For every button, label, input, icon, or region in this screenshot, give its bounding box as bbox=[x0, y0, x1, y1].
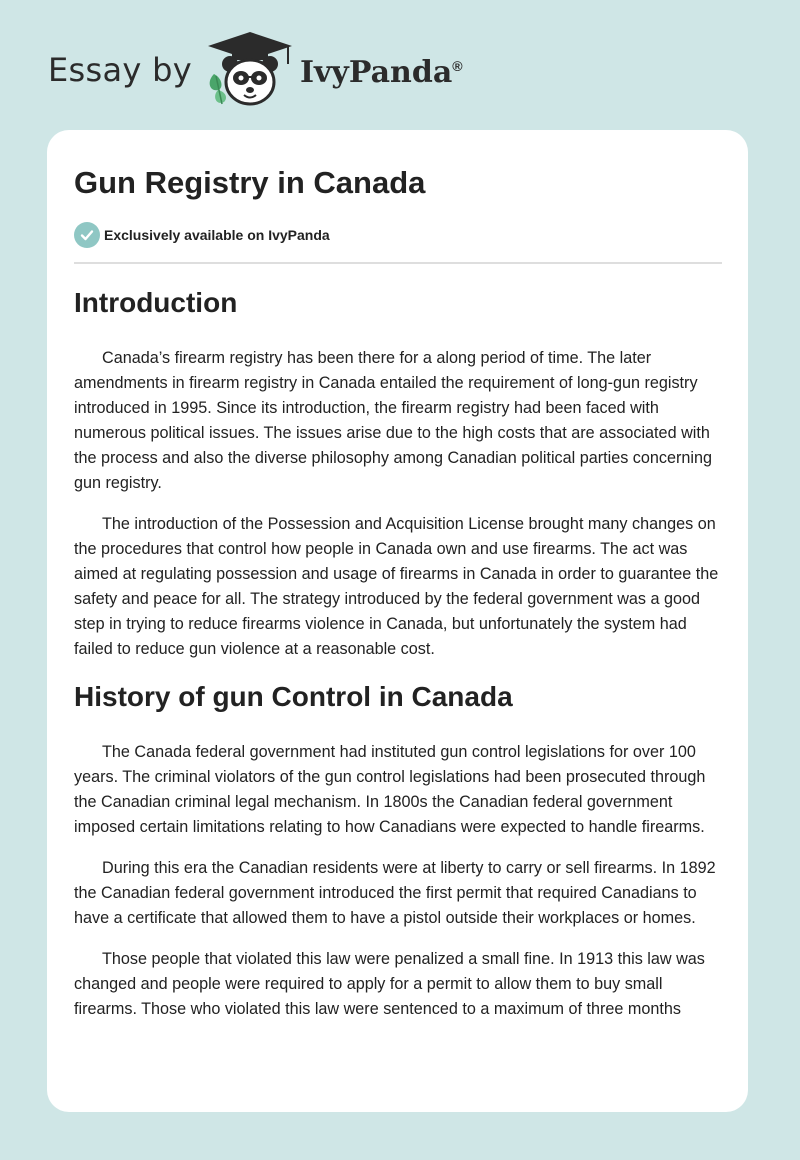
divider bbox=[74, 262, 722, 264]
registered-mark: ® bbox=[452, 57, 463, 74]
badge-label: Exclusively available on IvyPanda bbox=[104, 227, 330, 243]
section-heading-introduction: Introduction bbox=[74, 287, 238, 318]
paragraph: The introduction of the Possession and Acquisition License brought many changes on the procedures that control how people in Canada own and use firearms. The act was aimed at regulating possession and usage of firearms in Canada in order to guarantee the safety and peace for all. The strategy introduced by the federal government was a good step in trying to reduce firearms violence in Canada, but unfortunately the system had failed to reduce gun violence at a reasonable cost. bbox=[74, 515, 719, 658]
brand-text: IvyPanda bbox=[299, 54, 453, 90]
essay-by-label: Essay by bbox=[48, 51, 192, 89]
section-heading-history: History of gun Control in Canada bbox=[74, 681, 513, 712]
exclusive-badge bbox=[74, 222, 722, 248]
paragraph: Those people that violated this law were penalized a small fine. In 1913 this law was changed and people were required to apply for a permit to allow them to buy small firearms. Those who violated this law were sentenced to a maximum of three months bbox=[74, 950, 705, 1018]
paragraph: The Canada federal government had instituted gun control legislations for over 100 years. The criminal violators of the gun control legislations had been prosecuted through the Canadian criminal legal mechanism. In 1800s the Canadian federal government imposed certain limitations relating to how Canadians were expected to handle firearms. bbox=[74, 743, 706, 836]
page-title: Gun Registry in Canada bbox=[74, 165, 426, 200]
paragraph: During this era the Canadian residents were at liberty to carry or sell firearms. In 1892 the Canadian federal government introduced the first permit that required Canadians to have a certificate that allowed them to have a pistol outside their workplaces or homes. bbox=[74, 859, 716, 927]
brand-name[interactable] bbox=[300, 55, 463, 90]
panda-logo-icon[interactable] bbox=[204, 30, 296, 110]
site-header bbox=[48, 30, 768, 110]
paragraph: Canada’s firearm registry has been there for a along period of time. The later amendments in firearm registry in Canada entailed the requirement of long-gun registry introduced in 1995. Since its introduction, the firearm registry had been faced with numerous political issues. The issues arise due to the high costs that are associated with the process and also the diverse philosophy among Canadian political parties concerning gun registry. bbox=[74, 349, 712, 492]
article-card bbox=[47, 130, 748, 1112]
check-icon bbox=[74, 222, 100, 248]
